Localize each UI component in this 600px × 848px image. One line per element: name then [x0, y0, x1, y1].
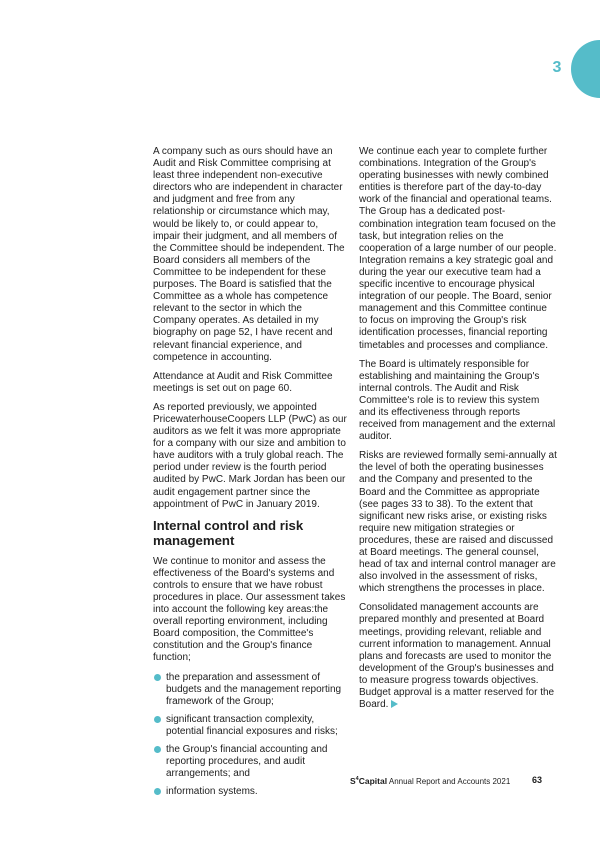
bullet-icon	[154, 788, 161, 795]
auditor-paragraph: As reported previously, we appointed PricewaterhouseCoopers LLP (PwC) as our auditors as we felt it was more appropriate for a company with our size and ambition to have auditors with a truly global reach. The period under review is the fourth period audited by PwC. Mark Jordan has been our audit engagement partner since the appointment of PwC in January 2019.	[153, 401, 347, 510]
bullet-icon	[154, 746, 161, 753]
committee-composition-paragraph: A company such as ours should have an Audit and Risk Committee comprising at least three independent non-executive directors who are independent in character and judgment and free from any relationship or circumstance which may, would be likely to, or could appear to, impair their judgment, and all members of the Committee should be independent. The Board considers all members of the Committee to be independent for these purposes. The Board is satisfied that the Committee as a whole has competence relevant to the sector in which the Company operates. As detailed in my biography on page 52, I have recent and relevant financial experience, and competence in accounting.	[153, 146, 345, 363]
right-column	[359, 146, 557, 718]
internal-controls-paragraph: The Board is ultimately responsible for establishing and maintaining the Group's internal controls. The Audit and Risk Committee's role is to review this system and its effectiveness through reports received from management and the external auditor.	[359, 358, 556, 443]
key-areas-list	[153, 672, 347, 799]
list-item: the Group's financial accounting and reporting procedures, and audit arrangements; and	[153, 744, 347, 780]
continue-arrow-icon	[391, 700, 398, 708]
list-item: information systems.	[153, 786, 347, 798]
report-title: Annual Report and Accounts 2021	[388, 777, 511, 786]
bullet-icon	[154, 674, 161, 681]
management-accounts-paragraph: Consolidated management accounts are prepared monthly and presented at Board meetings, providing relevant, reliable and current information to management. Annual plans and forecasts are used to monitor the development of the Group's businesses and to measure progress towards objectives. Budget approval is a matter reserved for the Board.	[359, 602, 555, 711]
section-number: 3	[552, 59, 562, 76]
list-item: significant transaction complexity, potential financial exposures and risks;	[153, 714, 347, 738]
integration-paragraph: We continue each year to complete further combinations. Integration of the Group's operating businesses with newly combined entities is therefore part of the day-to-day work of the financial and operational teams. The Group has a dedicated post-combination integration team focused on the task, but integration relies on the cooperation of a large number of our people. Integration remains a key strategic goal and during the year our executive team had a specific incentive to encourage physical integration of our people. The Board, senior management and this Committee continue to focus on improving the Group's risk identification processes, financial reporting timetables and processes and compliance.	[359, 146, 557, 351]
section-tab	[571, 40, 600, 98]
section-heading: Internal control and risk management	[153, 517, 304, 548]
list-item: the preparation and assessment of budgets and the management reporting framework of the Group;	[153, 672, 347, 708]
brand-logo: $S^4Capital$	[350, 776, 388, 786]
risk-review-paragraph: Risks are reviewed formally semi-annually at the level of both the operating businesses and the Company and presented to the Board and the Committee as appropriate (see pages 33 to 38). To the extent that significant new risks arise, or existing risks require new mitigation strategies or procedures, these are raised and discussed at Board meetings. The general counsel, head of tax and internal control manager are also involved in the assessment of risks, which strengthens the processes in place.	[359, 450, 557, 595]
bullet-icon	[154, 716, 161, 723]
footer	[350, 776, 546, 786]
attendance-paragraph: Attendance at Audit and Risk Committee meetings is set out on page 60.	[153, 370, 333, 394]
monitoring-paragraph: We continue to monitor and assess the effectiveness of the Board's systems and controls to ensure that we have robust procedures in place. Our assessment takes into account the following key areas:the overall reporting environment, including Board composition, the Committee's constitution and the Group's finance function;	[153, 555, 346, 664]
page-number: 63	[532, 775, 543, 785]
left-column	[153, 146, 347, 804]
